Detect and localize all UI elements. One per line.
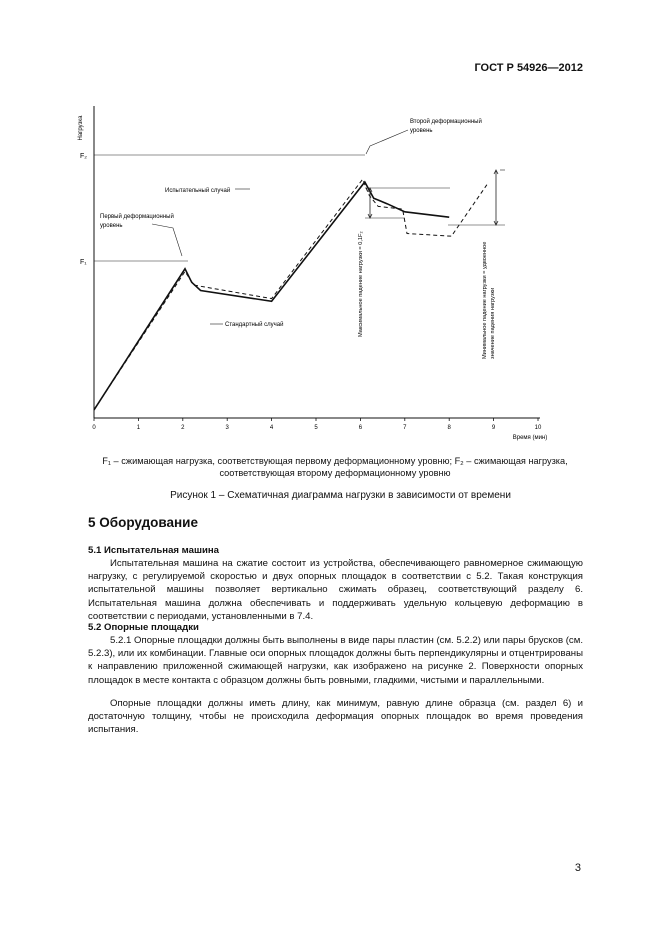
x-tick-label: 5 — [314, 425, 318, 431]
subsection-5-2-title: 5.2 Опорные площадки — [88, 622, 199, 633]
x-tick-label: 0 — [92, 425, 96, 431]
page-number: 3 — [574, 862, 581, 874]
x-tick-label: 10 — [534, 425, 542, 431]
x-tick-label: 6 — [358, 425, 363, 431]
paragraph-5-1: Испытательная машина на сжатие состоит из устройства, обеспечивающего равномерное сжимающую нагрузку, с регулируемой скоростью и двух опорных площадок в соответствии с 5.2. Такая конструкция испытательной машины позволяет вертикально сжимать образец, соответствующий разделу 6. Испытательная машина должна обеспечивать и поддерживать удельную кольцевую деформацию в соответствии с периодами, установленными в 7.4. — [88, 558, 583, 622]
second-level-annotation: Второй деформационный уровень — [410, 119, 482, 134]
paragraph-5-2-1-continued: Опорные площадки должны иметь длину, как минимум, равную длине образца (см. раздел 6) и достаточную толщину, чтобы не происходила деформация опорных площадок во время проведения испытания. — [88, 698, 583, 736]
x-axis-label: Время (мин) — [512, 435, 548, 441]
document-code: ГОСТ Р 54926—2012 — [474, 62, 583, 74]
x-tick-label: 3 — [225, 425, 229, 431]
x-tick-label: 2 — [181, 425, 185, 431]
first-level-annotation: Первый деформационный уровень — [100, 214, 174, 229]
x-tick-label: 8 — [447, 425, 451, 431]
x-tick-label: 9 — [491, 425, 496, 431]
y-axis-label: Нагрузка — [78, 115, 84, 141]
load-time-chart — [60, 88, 580, 458]
max-drop-annotation: Максимальное падение нагрузки = 0,1F₂ — [358, 231, 364, 337]
x-tick-label: 1 — [136, 425, 141, 431]
x-ticks — [92, 418, 542, 431]
standard-case-annotation: Стандартный случай — [225, 322, 284, 328]
legend-line-1: F₁ – сжимающая нагрузка, соответствующая первому деформационному уровню; F₂ – сжимающая нагрузка, — [102, 456, 568, 466]
x-tick-label: 7 — [403, 425, 407, 431]
test-case-annotation: Испытательный случай — [165, 188, 231, 194]
x-tick-label: 4 — [269, 425, 274, 431]
legend-line-2: соответствующая второму деформационному уровню — [219, 468, 451, 478]
f1-tick-label: F₁ — [80, 259, 87, 266]
f2-tick-label: F₂ — [80, 153, 87, 160]
section-title: 5 Оборудование — [88, 515, 198, 530]
subsection-5-1-title: 5.1 Испытательная машина — [88, 545, 220, 556]
min-drop-annotation: Минимальное падение нагрузки = удвоенное значение падения нагрузки — [482, 241, 496, 359]
figure-caption: Рисунок 1 – Схематичная диаграмма нагрузки в зависимости от времени — [170, 490, 511, 501]
paragraph-5-2-1: 5.2.1 Опорные площадки должны быть выполнены в виде пары пластин (см. 5.2.2) или пары брусков (см. 5.2.3), или их комбинации. Главные оси опорных площадок должны быть перпендикулярны и отцентрированы к направлению приложенной сжимающей нагрузки, как изображено на рисунке 2. Поверхности опорных площадок в месте контакта с образцом должны быть ровными, гладкими, чистыми и параллельными. — [88, 635, 583, 686]
